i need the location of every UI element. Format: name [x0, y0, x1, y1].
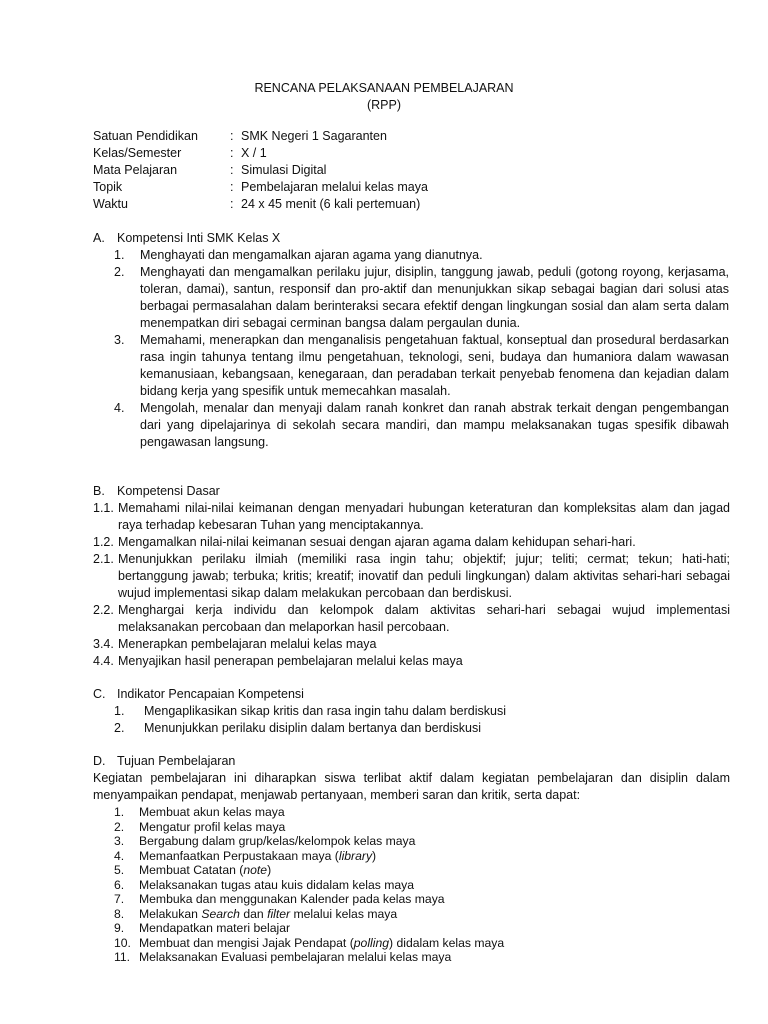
identity-value: Pembelajaran melalui kelas maya	[241, 180, 428, 194]
identity-row	[93, 179, 428, 196]
item-text: Mengatur profil kelas maya	[139, 819, 286, 834]
item-text: Menunjukkan perilaku ilmiah (memiliki rasa ingin tahu; objektif; jujur; teliti; cermat; tekun; hati-hati; bertanggung jawab; terbuka; kritis; kreatif; inovatif dan peduli lingkungan) dalam aktivitas sehari-hari sebagai wujud implementasi sikap dalam melakukan percobaan dan berdiskusi.	[118, 552, 730, 600]
item-number: 2.1.	[93, 552, 114, 566]
list-item	[114, 936, 729, 951]
identity-colon: :	[230, 180, 234, 194]
item-number: 4.	[114, 848, 125, 863]
section-title: Kompetensi Inti SMK Kelas X	[117, 231, 281, 245]
identity-row	[93, 162, 428, 179]
section-letter: D.	[93, 754, 106, 768]
identity-value: X / 1	[241, 146, 267, 160]
section-d-heading	[93, 753, 235, 770]
item-text: Menerapkan pembelajaran melalui kelas maya	[118, 637, 377, 651]
item-text: Memahami nilai-nilai keimanan dengan menyadari hubungan keteraturan dan kompleksitas alam dan jagad raya terhadap kebesaran Tuhan yang menciptakannya.	[118, 501, 730, 532]
item-text: Melaksanakan Evaluasi pembelajaran melalui kelas maya	[139, 950, 452, 964]
identity-label: Mata Pelajaran	[93, 163, 178, 177]
list-item	[93, 636, 730, 653]
list-item	[93, 551, 730, 602]
identity-row	[93, 128, 428, 145]
identity-colon: :	[230, 146, 234, 160]
indikator-list	[114, 703, 729, 737]
item-text: Menghayati dan mengamalkan ajaran agama yang dianutnya.	[140, 248, 483, 262]
item-text: Membuat Catatan (note)	[139, 863, 272, 877]
item-number: 10.	[114, 935, 131, 950]
list-item	[114, 892, 729, 907]
identity-table	[93, 128, 428, 213]
identity-label: Waktu	[93, 197, 128, 211]
item-number: 5.	[114, 863, 125, 877]
identity-label: Topik	[93, 180, 123, 194]
item-number: 3.	[114, 333, 125, 347]
list-item	[114, 805, 729, 820]
section-title: Kompetensi Dasar	[117, 484, 220, 498]
item-number: 7.	[114, 892, 125, 906]
list-item	[93, 534, 730, 551]
identity-colon: :	[230, 197, 234, 211]
item-number: 2.2.	[93, 603, 114, 617]
item-number: 9.	[114, 921, 125, 935]
item-text: Menunjukkan perilaku disiplin dalam bertanya dan berdiskusi	[144, 721, 481, 735]
list-item	[93, 602, 730, 636]
item-number: 1.2.	[93, 535, 114, 549]
item-number: 2.	[114, 721, 125, 735]
identity-row	[93, 145, 428, 162]
tujuan-list	[114, 805, 729, 965]
item-text: Bergabung dalam grup/kelas/kelompok kelas maya	[139, 834, 416, 848]
item-text: Membuka dan menggunakan Kalender pada kelas maya	[139, 892, 445, 906]
identity-colon: :	[230, 129, 234, 143]
item-number: 11.	[114, 950, 131, 964]
list-item	[114, 400, 729, 451]
identity-value: 24 x 45 menit (6 kali pertemuan)	[241, 197, 421, 211]
list-item	[114, 878, 729, 893]
section-letter: A.	[93, 231, 105, 245]
list-item	[114, 720, 729, 737]
identity-row	[93, 196, 428, 213]
list-item	[114, 264, 729, 332]
item-number: 1.	[114, 704, 125, 718]
item-number: 1.	[114, 805, 125, 819]
item-number: 2.	[114, 819, 125, 834]
list-item	[114, 849, 729, 864]
item-number: 1.	[114, 248, 125, 262]
section-letter: C.	[93, 687, 106, 701]
identity-label: Kelas/Semester	[93, 146, 182, 160]
item-text: Membuat akun kelas maya	[139, 805, 285, 819]
item-number: 6.	[114, 877, 125, 892]
kompetensi-inti-list	[114, 247, 729, 451]
item-text: Menghayati dan mengamalkan perilaku jujur, disiplin, tanggung jawab, peduli (gotong royong, kerjasama, toleran, damai), santun, responsif dan pro-aktif dan menunjukkan sikap sebagai bagian dari solusi atas berbagai permasalahan dalam berinteraksi secara efektif dengan lingkungan sosial dan alam serta dalam menempatkan diri sebagai cerminan bangsa dalam pergaulan dunia.	[140, 265, 729, 330]
item-number: 4.	[114, 401, 125, 415]
item-number: 2.	[114, 265, 125, 279]
list-item	[114, 907, 729, 922]
list-item	[114, 950, 729, 965]
list-item	[114, 834, 729, 849]
item-text: Membuat dan mengisi Jajak Pendapat (polling) didalam kelas maya	[139, 935, 505, 950]
item-text: Melakukan Search dan filter melalui kelas maya	[139, 906, 398, 921]
item-text: Menghargai kerja individu dan kelompok dalam aktivitas sehari-hari sebagai wujud implementasi melaksanakan percobaan dan melaporkan hasil percobaan.	[118, 603, 730, 634]
document-subtitle: (RPP)	[366, 98, 402, 112]
identity-value: Simulasi Digital	[241, 163, 327, 177]
identity-value: SMK Negeri 1 Sagaranten	[241, 129, 387, 143]
item-number: 3.4.	[93, 637, 114, 651]
list-item	[93, 653, 730, 670]
list-item	[114, 863, 729, 878]
item-number: 4.4.	[93, 654, 114, 668]
list-item	[114, 820, 729, 835]
identity-colon: :	[230, 163, 234, 177]
item-text: Mendapatkan materi belajar	[139, 921, 291, 935]
list-item	[93, 500, 730, 534]
item-text: Mengolah, menalar dan menyaji dalam ranah konkret dan ranah abstrak terkait dengan pengembangan dari yang dipelajarinya di sekolah secara mandiri, dan mampu melaksanakan tugas spesifik dibawah pengawasan langsung.	[140, 401, 729, 449]
kompetensi-dasar-list	[93, 500, 730, 670]
section-title: Tujuan Pembelajaran	[117, 754, 236, 768]
section-letter: B.	[93, 484, 105, 498]
item-text: Memahami, menerapkan dan menganalisis pengetahuan faktual, konseptual dan prosedural berdasarkan rasa ingin tahunya tentang ilmu pengetahuan, teknologi, seni, budaya dan humaniora dalam wawasan kemanusiaan, kebangsaan, kenegaraan, dan peradaban terkait penyebab fenomena dan kejadian dalam bidang kerja yang spesifik untuk memecahkan masalah.	[140, 333, 729, 398]
tujuan-intro: Kegiatan pembelajaran ini diharapkan siswa terlibat aktif dalam kegiatan pembelajaran dan disiplin dalam menyampaikan pendapat, menjawab pertanyaan, memberi saran dan kritik, serta dapat:	[93, 771, 730, 802]
list-item	[114, 332, 729, 400]
item-text: Mengaplikasikan sikap kritis dan rasa ingin tahu dalam berdiskusi	[144, 704, 506, 718]
item-text: Memanfaatkan Perpustakaan maya (library)	[139, 848, 377, 863]
list-item	[114, 247, 729, 264]
item-text: Melaksanakan tugas atau kuis didalam kelas maya	[139, 877, 415, 892]
section-b-heading	[93, 483, 220, 500]
document-title: RENCANA PELAKSANAAN PEMBELAJARAN	[254, 81, 514, 95]
section-c-heading	[93, 686, 304, 703]
item-number: 1.1.	[93, 501, 114, 515]
item-text: Menyajikan hasil penerapan pembelajaran melalui kelas maya	[118, 654, 463, 668]
identity-label: Satuan Pendidikan	[93, 129, 198, 143]
section-a-heading	[93, 230, 280, 247]
item-text: Mengamalkan nilai-nilai keimanan sesuai dengan ajaran agama dalam kehidupan sehari-hari.	[118, 535, 636, 549]
section-title: Indikator Pencapaian Kompetensi	[117, 687, 304, 701]
list-item	[114, 703, 729, 720]
item-number: 3.	[114, 834, 125, 848]
item-number: 8.	[114, 906, 125, 921]
list-item	[114, 921, 729, 936]
